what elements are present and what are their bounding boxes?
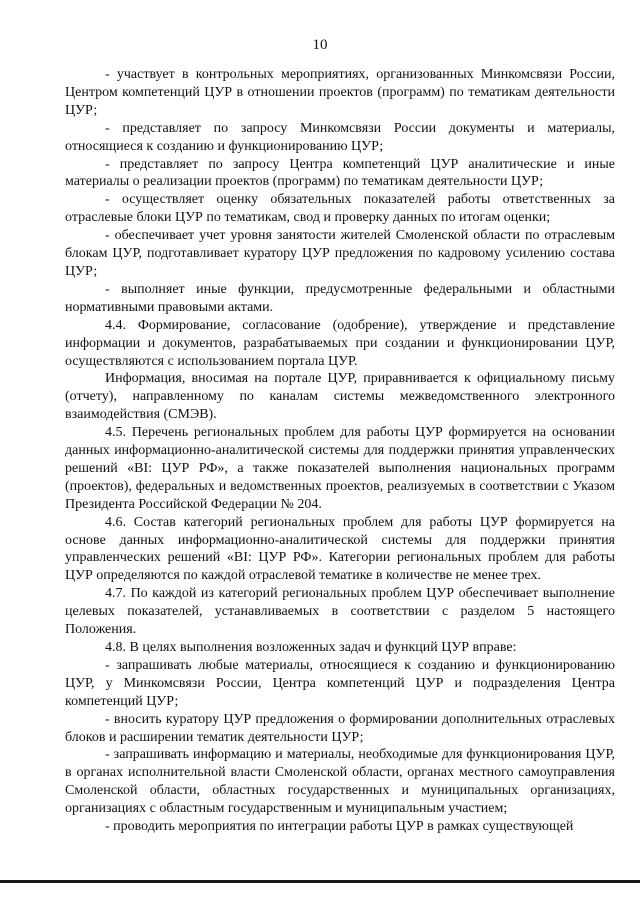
paragraph: 4.4. Формирование, согласование (одобрение), утверждение и представление информации и документов, разрабатываемых при создании и функционировании ЦУР, осуществляются с использованием портала ЦУР. <box>65 317 615 369</box>
document-body <box>65 66 615 836</box>
paragraph: - осуществляет оценку обязательных показателей работы ответственных за отраслевые блоки ЦУР по тематикам, свод и проверку данных по итогам оценки; <box>65 192 615 226</box>
paragraph: - запрашивать любые материалы, относящиеся к созданию и функционированию ЦУР, у Минкомсвязи России, Центра компетенций ЦУР и подразделения Центра компетенций ЦУР; <box>65 657 615 709</box>
page-bottom-rule <box>0 880 640 883</box>
paragraph: 4.8. В целях выполнения возложенных задач и функций ЦУР вправе: <box>105 640 517 655</box>
paragraph: - участвует в контрольных мероприятиях, организованных Минкомсвязи России, Центром компетенций ЦУР в отношении проектов (программ) по тематикам деятельности ЦУР; <box>65 67 615 118</box>
paragraph: - вносить куратору ЦУР предложения о формировании дополнительных отраслевых блоков и расширении тематик деятельности ЦУР; <box>65 711 615 745</box>
paragraph: - обеспечивает учет уровня занятости жителей Смоленской области по отраслевым блокам ЦУР, подготавливает куратору ЦУР предложения по кадровому усилению состава ЦУР; <box>65 228 615 279</box>
paragraph: - представляет по запросу Минкомсвязи России документы и материалы, относящиеся к созданию и функционированию ЦУР; <box>65 120 615 154</box>
paragraph: - проводить мероприятия по интеграции работы ЦУР в рамках существующей <box>105 819 574 835</box>
paragraph: - запрашивать информацию и материалы, необходимые для функционирования ЦУР, в органах исполнительной власти Смоленской области, органах местного самоуправления Смоленской области, областных государственных и муниципальных организациях, организациях с областным государственным и муниципальным участием; <box>65 747 615 817</box>
page-number: 10 <box>312 37 328 53</box>
paragraph: Информация, вносимая на портале ЦУР, приравнивается к официальному письму (отчету), направленному по каналам системы межведомственного электронного взаимодействия (СМЭВ). <box>65 371 615 423</box>
paragraph: - представляет по запросу Центра компетенций ЦУР аналитические и иные материалы о реализации проектов (программ) по тематикам деятельности ЦУР; <box>65 156 615 190</box>
paragraph: 4.6. Состав категорий региональных проблем для работы ЦУР формируется на основе данных информационно-аналитической системы для поддержки принятия управленческих решений «BI: ЦУР РФ». Категории региональных проблем для работы ЦУР определяются по каждой отраслевой тематике в количестве не менее трех. <box>65 514 615 584</box>
paragraph: - выполняет иные функции, предусмотренные федеральными и областными нормативными правовыми актами. <box>65 281 615 315</box>
paragraph: 4.5. Перечень региональных проблем для работы ЦУР формируется на основании данных информационно-аналитической системы для поддержки принятия управленческих решений «BI: ЦУР РФ», а также показателей выполнения национальных программ (проектов), федеральных и ведомственных проектов, реализуемых в соответствии с Указом Президента Российской Федерации № 204. <box>65 425 615 512</box>
paragraph: 4.7. По каждой из категорий региональных проблем ЦУР обеспечивает выполнение целевых показателей, устанавливаемых в соответствии с разделом 5 настоящего Положения. <box>65 586 615 638</box>
